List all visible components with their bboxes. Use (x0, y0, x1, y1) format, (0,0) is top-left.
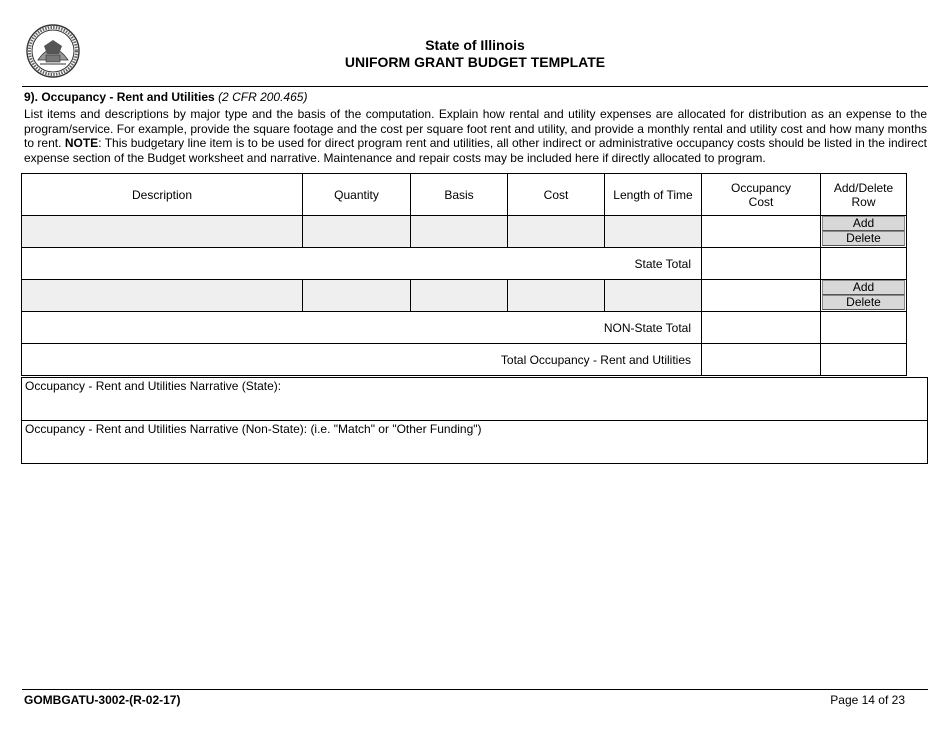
state-cost-input[interactable] (508, 216, 605, 248)
non-state-cost-input[interactable] (508, 280, 605, 312)
table-header-row (22, 174, 907, 216)
state-basis-input[interactable] (411, 216, 508, 248)
state-narrative-field[interactable] (21, 377, 928, 421)
grand-total-blank (821, 344, 907, 376)
col-header-basis: Basis (411, 174, 508, 216)
state-narrative-label: Occupancy - Rent and Utilities Narrative (State): (25, 379, 282, 393)
state-total-value (702, 248, 821, 280)
non-state-description-input[interactable] (22, 280, 303, 312)
grand-total-row (22, 344, 907, 376)
instructions-text-2: : This budgetary line item is to be used for direct program rent and utilities, all other indirect or administrative occupancy costs should be listed in the indirect expense section of the Budget worksheet and narrative. Maintenance and repair costs may be included here if directly allocated to program. (24, 136, 928, 165)
section-title: 9). Occupancy - Rent and Utilities (24, 90, 215, 104)
state-row-actions (821, 216, 907, 248)
grand-total-label: Total Occupancy - Rent and Utilities (22, 344, 702, 376)
note-label: NOTE (64, 136, 99, 150)
page-number: Page 14 of 23 (830, 693, 905, 707)
state-name: State of Illinois (425, 37, 525, 53)
grand-total-value (702, 344, 821, 376)
non-state-item-row (22, 280, 907, 312)
state-delete-row-button[interactable]: Delete (822, 231, 905, 246)
state-quantity-input[interactable] (303, 216, 411, 248)
non-state-total-value (702, 312, 821, 344)
instructions-text-1: List items and descriptions by major type and the basis of the computation. Explain how rental and utility expenses are allocated for distribution as an expense to the program/service. For example, provide the square footage and the cost per square foot rent and utility, and provide a monthly rental and utility cost and how many months to rent. (24, 107, 927, 150)
non-state-basis-input[interactable] (411, 280, 508, 312)
non-state-quantity-input[interactable] (303, 280, 411, 312)
document-header (0, 37, 950, 71)
col-header-description: Description (22, 174, 303, 216)
non-state-narrative-field[interactable] (21, 420, 928, 464)
state-add-row-button[interactable]: Add (822, 216, 905, 231)
col-header-length-of-time: Length of Time (605, 174, 702, 216)
state-total-label: State Total (22, 248, 702, 280)
section-citation: (2 CFR 200.465) (218, 90, 308, 104)
state-total-row (22, 248, 907, 280)
state-description-input[interactable] (22, 216, 303, 248)
state-item-row (22, 216, 907, 248)
non-state-row-actions (821, 280, 907, 312)
state-occupancy-cost-cell (702, 216, 821, 248)
header-divider (22, 86, 928, 87)
col-header-quantity: Quantity (303, 174, 411, 216)
non-state-total-label: NON-State Total (22, 312, 702, 344)
col-header-cost: Cost (508, 174, 605, 216)
non-state-length-input[interactable] (605, 280, 702, 312)
occupancy-budget-table (21, 173, 907, 376)
non-state-delete-row-button[interactable]: Delete (822, 295, 905, 310)
state-total-blank (821, 248, 907, 280)
col-header-add-delete: Add/Delete Row (821, 174, 907, 216)
document-title: UNIFORM GRANT BUDGET TEMPLATE (344, 54, 606, 70)
section-heading (24, 90, 307, 104)
footer-divider (22, 689, 928, 690)
non-state-add-row-button[interactable]: Add (822, 280, 905, 295)
state-length-input[interactable] (605, 216, 702, 248)
non-state-occupancy-cost-cell (702, 280, 821, 312)
non-state-narrative-label: Occupancy - Rent and Utilities Narrative (Non-State): (i.e. "Match" or "Other Funding") (25, 422, 482, 436)
section-instructions (24, 107, 927, 165)
col-header-occupancy-cost: Occupancy Cost (702, 174, 821, 216)
non-state-total-row (22, 312, 907, 344)
non-state-total-blank (821, 312, 907, 344)
form-id: GOMBGATU-3002-(R-02-17) (24, 693, 181, 707)
